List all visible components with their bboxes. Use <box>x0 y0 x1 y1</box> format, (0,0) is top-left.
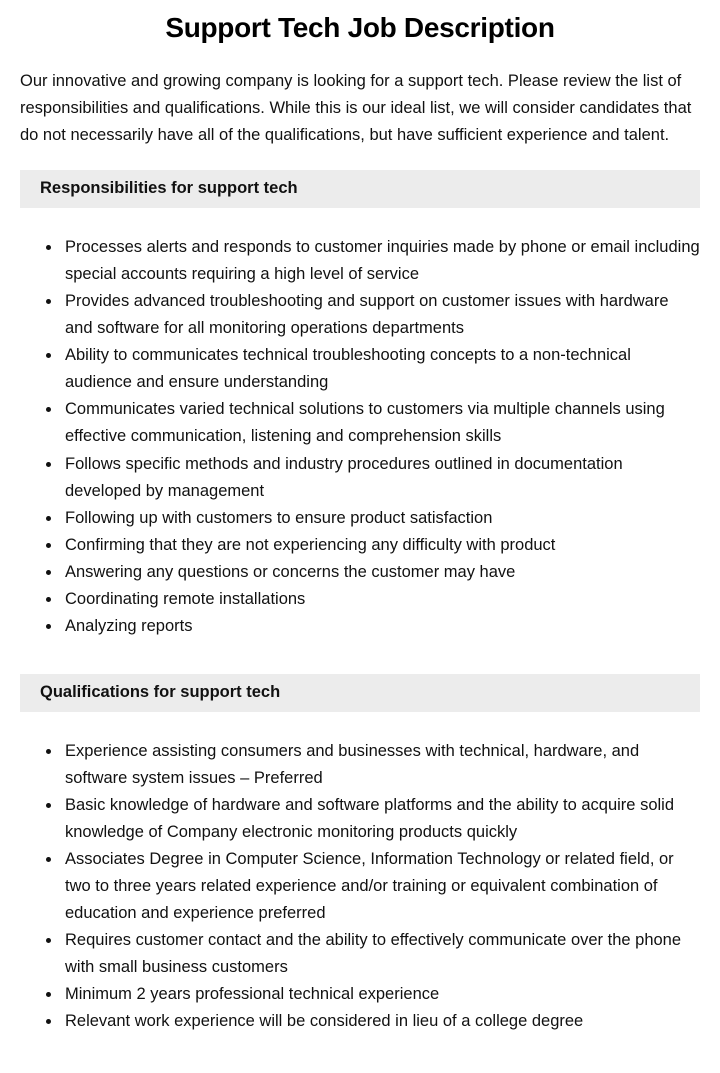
list-item: • Associates Degree in Computer Science, Information Technology or related field, or two to three years related experience and/or training or equivalent combination of education and experience preferred <box>62 846 700 927</box>
list-item: • Requires customer contact and the ability to effectively communicate over the phone with small business customers <box>62 927 700 981</box>
list-item: • Provides advanced troubleshooting and support on customer issues with hardware and software for all monitoring operations departments <box>62 288 700 342</box>
list-item: • Answering any questions or concerns the customer may have <box>62 559 700 586</box>
list-item: • Following up with customers to ensure product satisfaction <box>62 505 700 532</box>
list-item: • Ability to communicates technical troubleshooting concepts to a non-technical audience and ensure understanding <box>62 342 700 396</box>
intro-paragraph: Our innovative and growing company is looking for a support tech. Please review the list of responsibilities and qualifications. While this is our ideal list, we will consider candidates that do not necessarily have all of the qualifications, but have sufficient experience and talent. <box>20 72 692 145</box>
list-item: • Coordinating remote installations <box>62 586 700 613</box>
section-heading-qualifications: Qualifications for support tech <box>20 674 700 712</box>
list-item: • Communicates varied technical solutions to customers via multiple channels using effective communication, listening and comprehension skills <box>62 396 700 450</box>
list-item: • Confirming that they are not experiencing any difficulty with product <box>62 532 700 559</box>
list-item: • Processes alerts and responds to customer inquiries made by phone or email including special accounts requiring a high level of service <box>62 234 700 288</box>
list-item: • Relevant work experience will be considered in lieu of a college degree <box>62 1008 700 1035</box>
qualifications-list <box>20 726 700 1046</box>
page-title: Support Tech Job Description <box>165 12 555 43</box>
list-item: • Experience assisting consumers and businesses with technical, hardware, and software system issues – Preferred <box>62 738 700 792</box>
responsibilities-list <box>20 222 700 650</box>
section-heading-responsibilities: Responsibilities for support tech <box>20 170 700 208</box>
list-item: • Minimum 2 years professional technical experience <box>62 981 700 1008</box>
list-item: • Basic knowledge of hardware and software platforms and the ability to acquire solid knowledge of Company electronic monitoring products quickly <box>62 792 700 846</box>
list-item: • Follows specific methods and industry procedures outlined in documentation developed by management <box>62 451 700 505</box>
list-item: • Analyzing reports <box>62 613 700 640</box>
